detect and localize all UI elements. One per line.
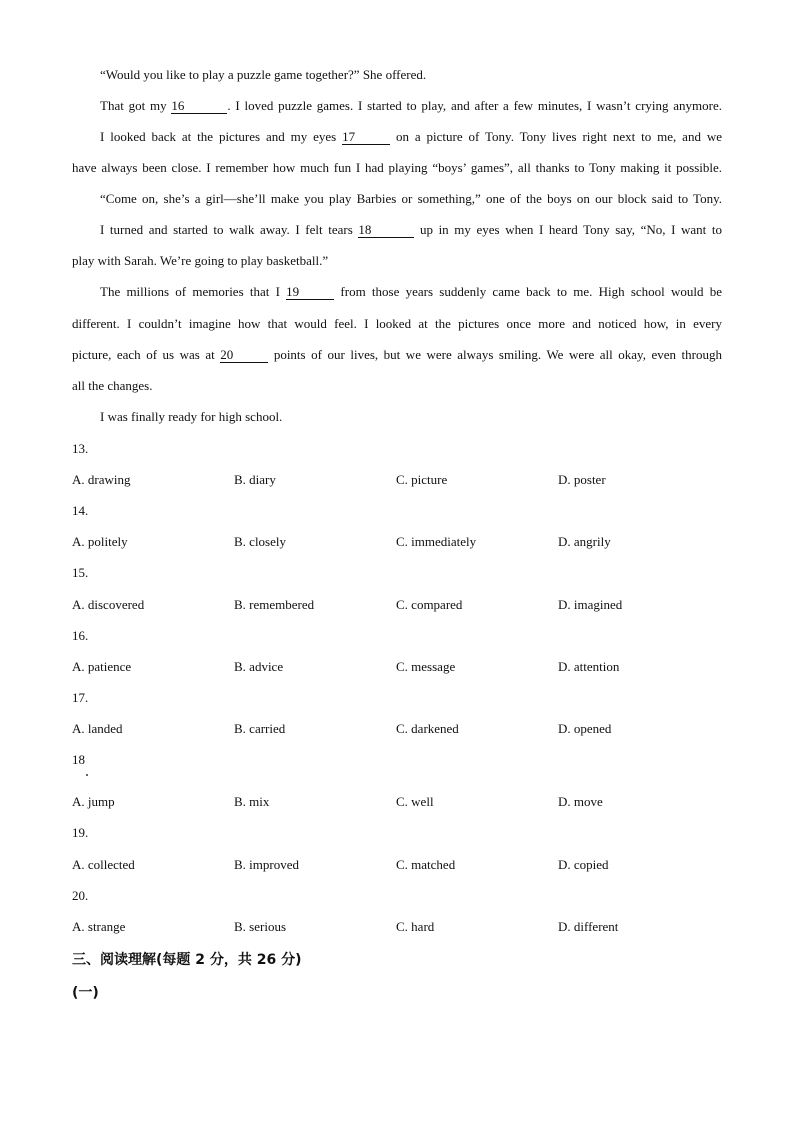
option-a: A. landed <box>72 721 123 736</box>
option-d: D. angrily <box>558 534 611 549</box>
blank-18: 18 <box>358 222 414 238</box>
option-b: B. improved <box>234 857 299 872</box>
option-c: C. hard <box>396 919 435 934</box>
option-a: A. politely <box>72 534 128 549</box>
option-d: D. move <box>558 794 603 809</box>
question-number: 16. <box>72 628 89 643</box>
question-number: 13. <box>72 441 89 456</box>
option-c: C. immediately <box>396 534 477 549</box>
option-b: B. closely <box>234 534 286 549</box>
option-d: D. attention <box>558 659 620 674</box>
passage-p6-line1: The millions of memories that I 19 from those years suddenly came back to me. High school would be <box>100 284 723 299</box>
option-d: D. imagined <box>558 597 623 612</box>
option-a: A. collected <box>72 857 135 872</box>
question-number: 19. <box>72 825 89 840</box>
option-b: B. advice <box>234 659 284 674</box>
option-d: D. poster <box>558 472 606 487</box>
section-heading: 三、阅读理解(每题 2 分，共 26 分) <box>72 952 302 968</box>
option-b: B. remembered <box>234 597 315 612</box>
question-number: 17. <box>72 690 89 705</box>
option-c: C. matched <box>396 857 456 872</box>
option-a: A. discovered <box>72 597 145 612</box>
option-d: D. opened <box>558 721 612 736</box>
option-b: B. mix <box>234 794 270 809</box>
option-d: D. copied <box>558 857 609 872</box>
option-b: B. diary <box>234 472 276 487</box>
passage-p3-line1: I looked back at the pictures and my eyes 17 on a picture of Tony. Tony lives right next to me, and we <box>100 129 722 144</box>
passage-p2-line1: That got my 16 . I loved puzzle games. I started to play, and after a few minutes, I wasn’t crying anymore. <box>100 98 723 113</box>
option-c: C. picture <box>396 472 448 487</box>
option-d: D. different <box>558 919 619 934</box>
passage-p7-line1: I was finally ready for high school. <box>100 409 283 424</box>
option-c: C. darkened <box>396 721 459 736</box>
passage-p3-line2: have always been close. I remember how much fun I had playing “boys’ games”, all thanks to Tony making it possible. <box>72 160 722 175</box>
passage-p6-line2: different. I couldn’t imagine how that would feel. I looked at the pictures once more and noticed how, in every <box>72 316 722 331</box>
stray-period-mark <box>86 774 88 776</box>
passage-p4-line1: “Come on, she’s a girl—she’ll make you play Barbies or something,” one of the boys on our block said to Tony. <box>100 191 722 206</box>
option-a: A. strange <box>72 919 126 934</box>
passage-p5-line1: I turned and started to walk away. I felt tears 18 up in my eyes when I heard Tony say, “No, I want to <box>100 222 722 237</box>
option-c: C. compared <box>396 597 463 612</box>
option-a: A. patience <box>72 659 132 674</box>
option-a: A. drawing <box>72 472 131 487</box>
question-number: 14. <box>72 503 89 518</box>
section-subheading: (一) <box>72 985 99 1001</box>
option-c: C. message <box>396 659 456 674</box>
question-number: 18 <box>72 752 85 767</box>
blank-17: 17 <box>342 129 390 145</box>
option-b: B. carried <box>234 721 286 736</box>
blank-16: 16 <box>171 98 227 114</box>
option-b: B. serious <box>234 919 287 934</box>
question-number: 20. <box>72 888 89 903</box>
passage-p6-line3: picture, each of us was at 20 points of our lives, but we were always smiling. We were all okay, even through <box>72 347 722 362</box>
passage-p6-line4: all the changes. <box>72 378 153 393</box>
passage-p1-line1: “Would you like to play a puzzle game together?” She offered. <box>100 67 427 82</box>
blank-19: 19 <box>286 284 334 300</box>
blank-20: 20 <box>220 347 268 363</box>
passage-p5-line2: play with Sarah. We’re going to play basketball.” <box>72 253 329 268</box>
question-number: 15. <box>72 565 89 580</box>
option-a: A. jump <box>72 794 115 809</box>
option-c: C. well <box>396 794 434 809</box>
